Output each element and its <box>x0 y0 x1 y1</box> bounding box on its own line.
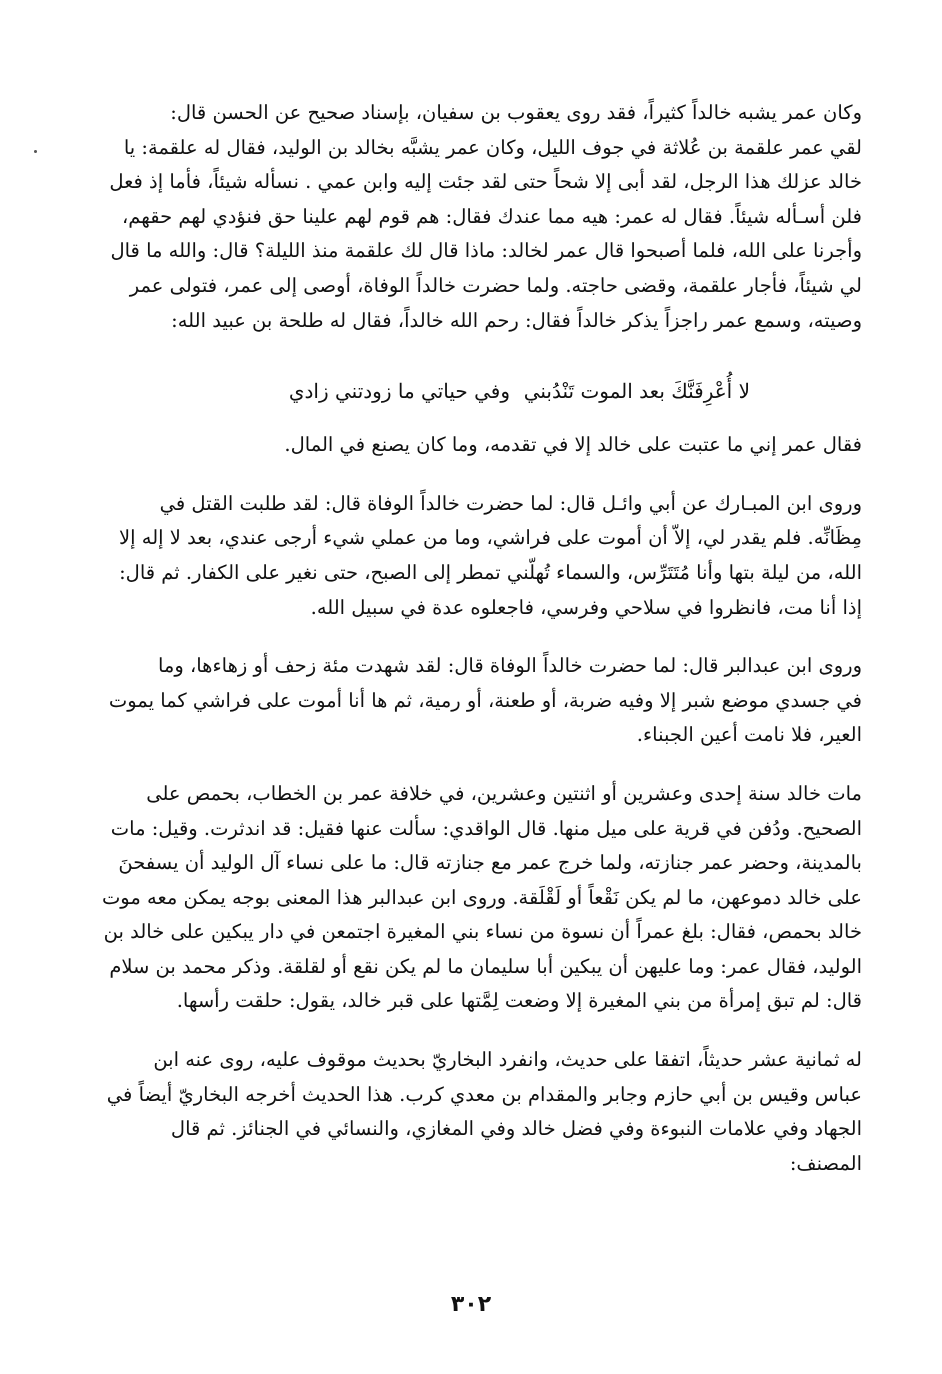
verse-second-hemistich: وفي حياتي ما زودتني زادي <box>288 379 510 404</box>
text-line: لي شيئاً، فأجار علقمة، وقضى حاجته. ولما حضرت خالداً الوفاة، أوصى إلى عمر، فتولى عمر <box>129 273 862 297</box>
verse-first-hemistich: لا أُعْرِفَنَّكَ بعد الموت تَنْدُبني <box>523 379 750 404</box>
text-line: مِظَانِّه. فلم يقدر لي، إلاّ أن أموت على فراشي، وما من عملي شيء أرجى عندي، بعد لا إله إلا <box>119 526 862 550</box>
text-line: فلن أسـأله شيئاً. فقال له عمر: هيه مما عندك فقال: هم قوم لهم علينا حق فنؤدي لهم حقهم، <box>121 204 862 228</box>
text-line: له ثمانية عشر حديثاً، اتفقا على حديث، وانفرد البخاريّ بحديث موقوف عليه، روى عنه ابن <box>153 1048 862 1072</box>
text-line: مات خالد سنة إحدى وعشرين أو اثنتين وعشرين، في خلافة عمر بن الخطاب، بحمص على <box>146 781 862 805</box>
text-line: فقال عمر إني ما عتبت على خالد إلا في تقدمه، وما كان يصنع في المال. <box>284 433 862 457</box>
text-line: في جسدي موضع شبر إلا وفيه ضربة، أو طعنة، أو رمية، ثم ها أنا أموت على فراشي كما يموت <box>108 688 862 712</box>
text-line: الله، من ليلة بتها وأنا مُتَتَرِّس، والسماء تُهلّني تمطر إلى الصبح، حتى نغير على الكفار. ثم قال: <box>119 560 862 584</box>
paragraph-2 <box>78 428 862 463</box>
text-line: وصيته، وسمع عمر راجزاً يذكر خالداً فقال: رحم الله خالداً، فقال له طلحة بن عبيد الله: <box>171 308 862 332</box>
text-line: عباس وقيس بن أبي حازم وجابر والمقدام بن معدي كرب. هذا الحديث أخرجه البخاريّ أيضاً في <box>106 1082 862 1106</box>
text-line: إذا أنا مت، فانظروا في سلاحي وفرسي، فاجعلوه عدة في سبيل الله. <box>310 595 862 619</box>
text-line: الصحيح. ودُفن في قرية على ميل منها. قال الواقدي: سألت عنها فقيل: قد اندثرت. وقيل: مات <box>110 816 862 840</box>
poetry-verse <box>78 374 862 414</box>
text-line: لقي عمر علقمة بن عُلاثة في جوف الليل، وكان عمر يشبَّه بخالد بن الوليد، فقال له علقمة: يا <box>123 135 862 159</box>
text-line: العير، فلا نامت أعين الجبناء. <box>636 723 862 747</box>
text-line: وكان عمر يشبه خالداً كثيراً، فقد روى يعقوب بن سفيان، بإسناد صحيح عن الحسن قال: <box>170 101 862 124</box>
text-line: المصنف: <box>789 1151 862 1175</box>
text-line: خالد عزلك هذا الرجل، لقد أبى إلا شحاً حتى لقد جئت إليه وابن عمي . نسأله شيئاً، فأما إذ فعل <box>109 170 862 194</box>
text-line: خالد بحمص، فقال: بلغ عمراً أن نسوة من نساء بني المغيرة اجتمعن في دار يبكين على خالد بن <box>103 920 862 944</box>
page-body <box>78 96 862 1181</box>
text-line: قال: لم تبق إمرأة من بني المغيرة إلا وضعت لِمَّتها على قبر خالد، يقول: حلقت رأسها. <box>176 989 862 1013</box>
paragraph-3 <box>78 487 862 625</box>
paragraph-5 <box>78 777 862 1019</box>
paragraph-1 <box>78 96 862 338</box>
text-line: بالمدينة، وحضر عمر جنازته، ولما خرج عمر مع جنازته قال: ما على نساء آل الوليد أن يسفحنَ <box>118 851 862 875</box>
page-number: ٣٠٢ <box>450 1292 492 1317</box>
paragraph-6 <box>78 1043 862 1181</box>
margin-dot <box>34 150 37 153</box>
text-line: على خالد دموعهن، ما لم يكن نَقْعاً أو لَقْلَقة. وروى ابن عبدالبر هذا المعنى بوجه يمكن معه موت <box>101 885 862 909</box>
text-line: وروى ابن المبـارك عن أبي وائـل قال: لما حضرت خالداً الوفاة قال: لقد طلبت القتل في <box>159 491 862 515</box>
text-line: وأجرنا على الله، فلما أصبحوا قال عمر لخالد: ماذا قال لك علقمة منذ الليلة؟ قال: والله ما قال <box>110 239 862 263</box>
paragraph-4 <box>78 649 862 753</box>
text-line: وروى ابن عبدالبر قال: لما حضرت خالداً الوفاة قال: لقد شهدت مئة زحف أو زهاءها، وما <box>157 654 862 678</box>
text-line: الوليد، فقال عمر: وما عليهن أن يبكين أبا سليمان ما لم يكن نقع أو لقلقة. وذكر محمد بن سلام <box>109 954 862 978</box>
text-line: الجهاد وفي علامات النبوءة وفي فضل خالد وفي المغازي، والنسائي في الجنائز. ثم قال <box>170 1117 862 1141</box>
